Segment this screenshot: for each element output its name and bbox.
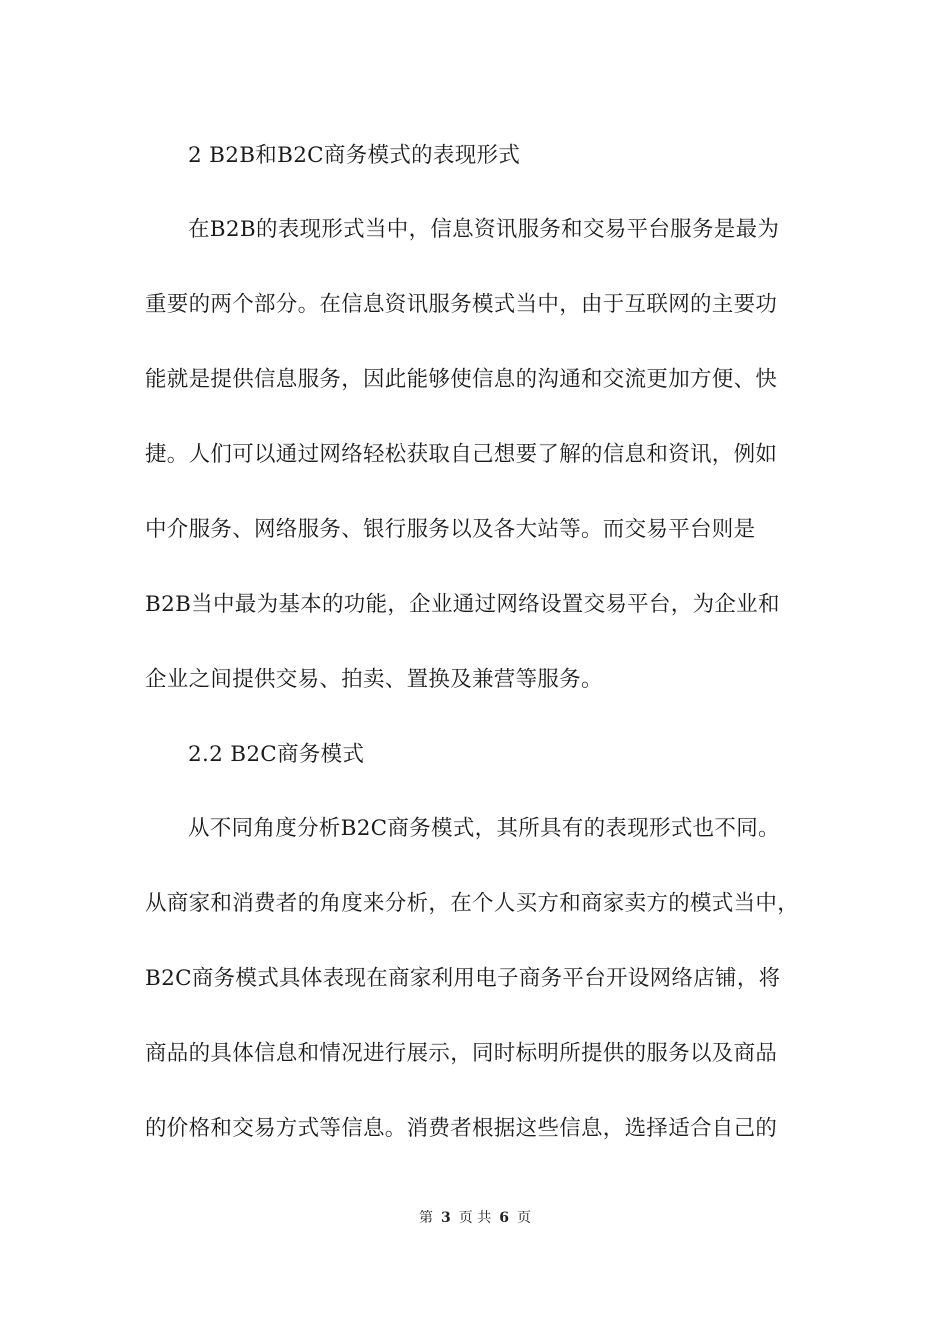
paragraph-line: B2C商务模式具体表现在商家利用电子商务平台开设网络店铺，将 bbox=[145, 966, 781, 991]
subsection-heading: 2.2 B2C商务模式 bbox=[188, 742, 365, 767]
paragraph-line: 的价格和交易方式等信息。消费者根据这些信息，选择适合自己的 bbox=[145, 1116, 778, 1141]
paragraph-line: 中介服务、网络服务、银行服务以及各大站等。而交易平台则是 bbox=[145, 517, 756, 542]
paragraph-line: 从不同角度分析B2C商务模式，其所具有的表现形式也不同。 bbox=[188, 816, 780, 841]
paragraph-line: 重要的两个部分。在信息资讯服务模式当中，由于互联网的主要功 bbox=[145, 292, 778, 317]
section-heading: 2 B2B和B2C商务模式的表现形式 bbox=[188, 143, 521, 168]
page-footer bbox=[0, 1208, 950, 1228]
footer-suffix: 页 bbox=[516, 1210, 531, 1226]
paragraph-line: 企业之间提供交易、拍卖、置换及兼营等服务。 bbox=[145, 667, 603, 692]
paragraph-line: 捷。人们可以通过网络轻松获取自己想要了解的信息和资讯，例如 bbox=[145, 442, 778, 467]
footer-middle: 页 共 bbox=[458, 1210, 492, 1226]
paragraph-line: 从商家和消费者的角度来分析，在个人买方和商家卖方的模式当中， bbox=[145, 891, 800, 916]
paragraph-line: 在B2B的表现形式当中，信息资讯服务和交易平台服务是最为 bbox=[188, 217, 780, 242]
total-page-number: 6 bbox=[499, 1210, 509, 1226]
paragraph-line: B2B当中最为基本的功能，企业通过网络设置交易平台，为企业和 bbox=[145, 592, 780, 617]
paragraph-line: 能就是提供信息服务，因此能够使信息的沟通和交流更加方便、快 bbox=[145, 367, 778, 392]
paragraph-line: 商品的具体信息和情况进行展示，同时标明所提供的服务以及商品 bbox=[145, 1041, 778, 1066]
current-page-number: 3 bbox=[441, 1210, 451, 1226]
footer-prefix: 第 bbox=[419, 1210, 434, 1226]
